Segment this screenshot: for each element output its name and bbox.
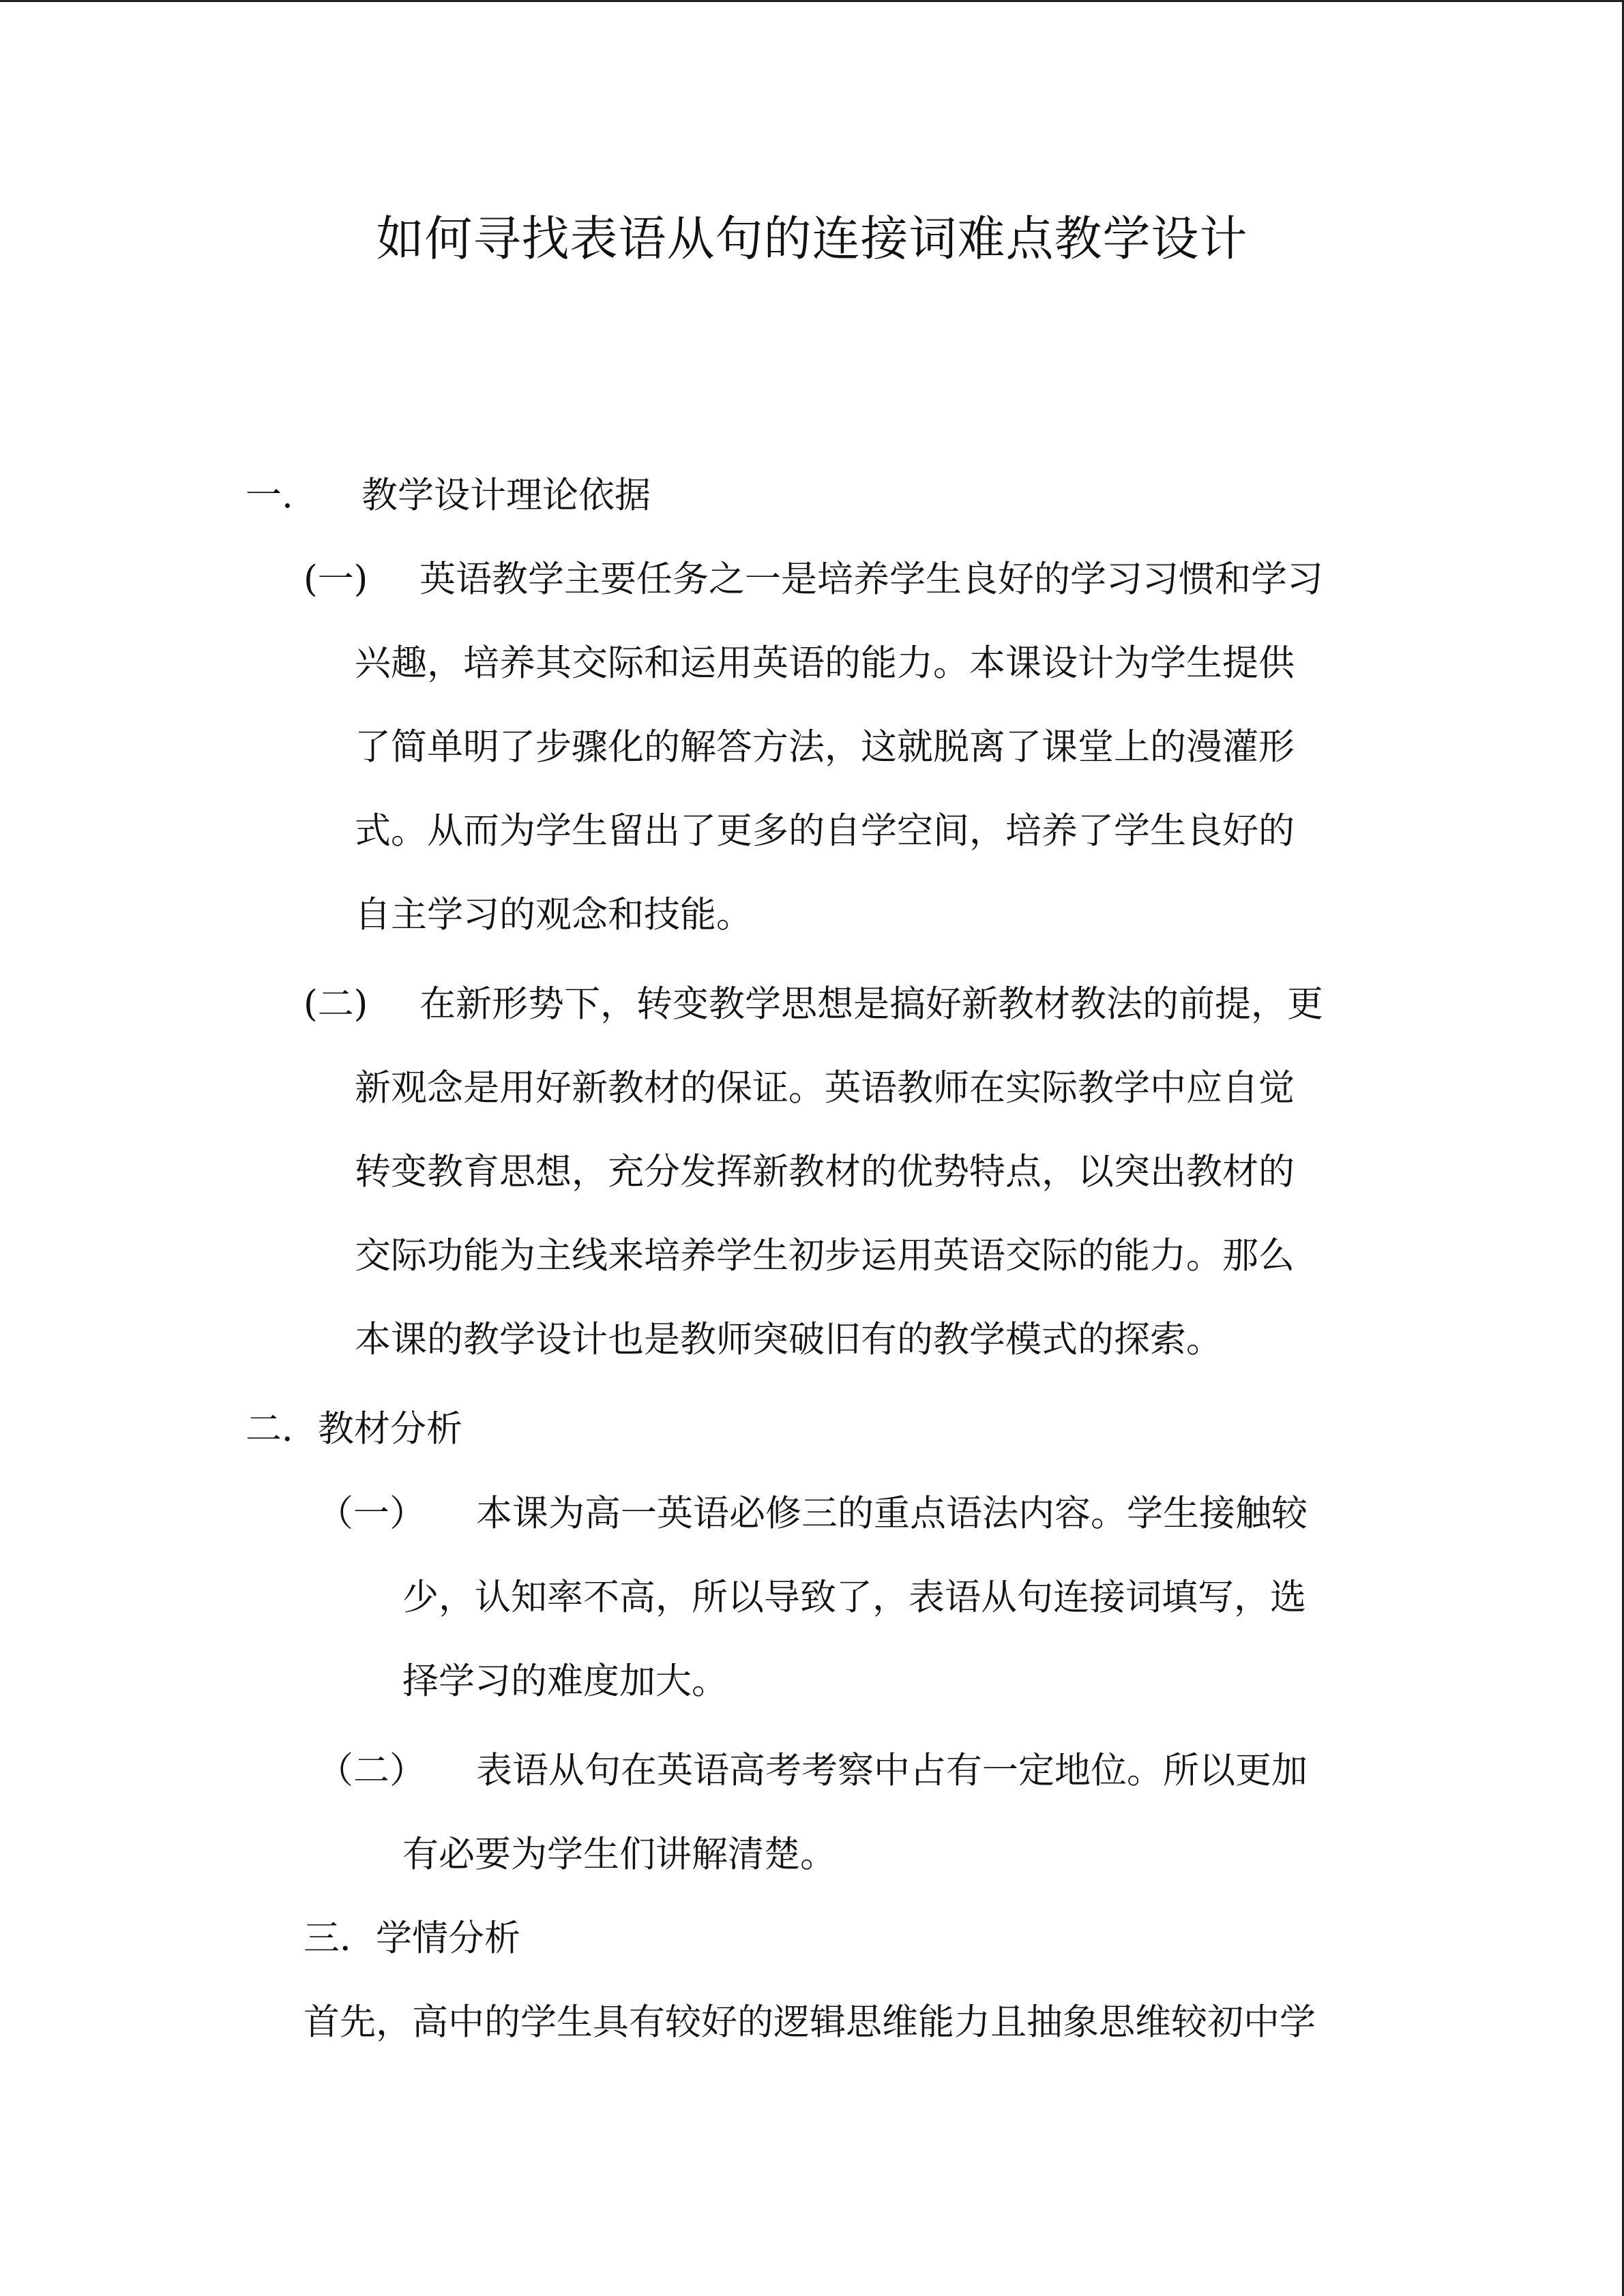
section1-number: 一. (246, 475, 293, 516)
paragraph-line: 本课为高一英语必修三的重点语法内容。学生接触较 (476, 1493, 1308, 1534)
section1-item2-first-row (304, 977, 1323, 1032)
section1-item2-number: (二) (304, 983, 368, 1025)
section1-heading: 教学设计理论依据 (361, 475, 651, 516)
paragraph-line: 交际功能为主线来培养学生初步运用英语交际的能力。那么 (355, 1235, 1295, 1277)
paragraph-line: 择学习的难度加大。 (402, 1660, 728, 1702)
paragraph-line: 兴趣，培养其交际和运用英语的能力。本课设计为学生提供 (355, 642, 1295, 684)
paragraph-line: 首先，高中的学生具有较好的逻辑思维能力且抽象思维较初中学 (304, 2001, 1316, 2043)
section1-heading-row (246, 468, 651, 523)
paragraph-line: 式。从而为学生留出了更多的自学空间，培养了学生良好的 (355, 810, 1295, 852)
paragraph-line: 表语从句在英语高考考察中占有一定地位。所以更加 (476, 1750, 1308, 1791)
paragraph-line: 在新形势下，转变教学思想是搞好新教材教法的前提，更 (419, 983, 1323, 1025)
paragraph-line: 转变教育思想，充分发挥新教材的优势特点，以突出教材的 (355, 1151, 1295, 1193)
paragraph-line: 英语教学主要任务之一是培养学生良好的学习习惯和学习 (419, 558, 1323, 600)
section3-heading: 三．学情分析 (304, 1918, 520, 1959)
paragraph-line: 了简单明了步骤化的解答方法，这就脱离了课堂上的漫灌形 (355, 726, 1295, 768)
section1-item1-first-row (304, 552, 1323, 607)
section2-heading: 二．教材分析 (246, 1408, 462, 1450)
section2-item2-first-row (317, 1744, 1308, 1798)
section2-item2-number: （二） (317, 1750, 426, 1791)
section1-item1-number: (一) (304, 558, 368, 600)
section2-item1-number: （一） (317, 1493, 426, 1534)
paragraph-line: 有必要为学生们讲解清楚。 (402, 1834, 836, 1875)
paragraph-line: 新观念是用好新教材的保证。英语教师在实际教学中应自觉 (355, 1067, 1295, 1109)
paragraph-line: 本课的教学设计也是教师突破旧有的教学模式的探索。 (355, 1319, 1222, 1360)
document-title: 如何寻找表语从句的连接词难点教学设计 (376, 211, 1248, 267)
page-border-top (0, 0, 1624, 2)
paragraph-line: 自主学习的观念和技能。 (355, 894, 752, 936)
paragraph-line: 少，认知率不高，所以导致了，表语从句连接词填写，选 (402, 1577, 1306, 1618)
section2-item1-first-row (317, 1487, 1308, 1541)
